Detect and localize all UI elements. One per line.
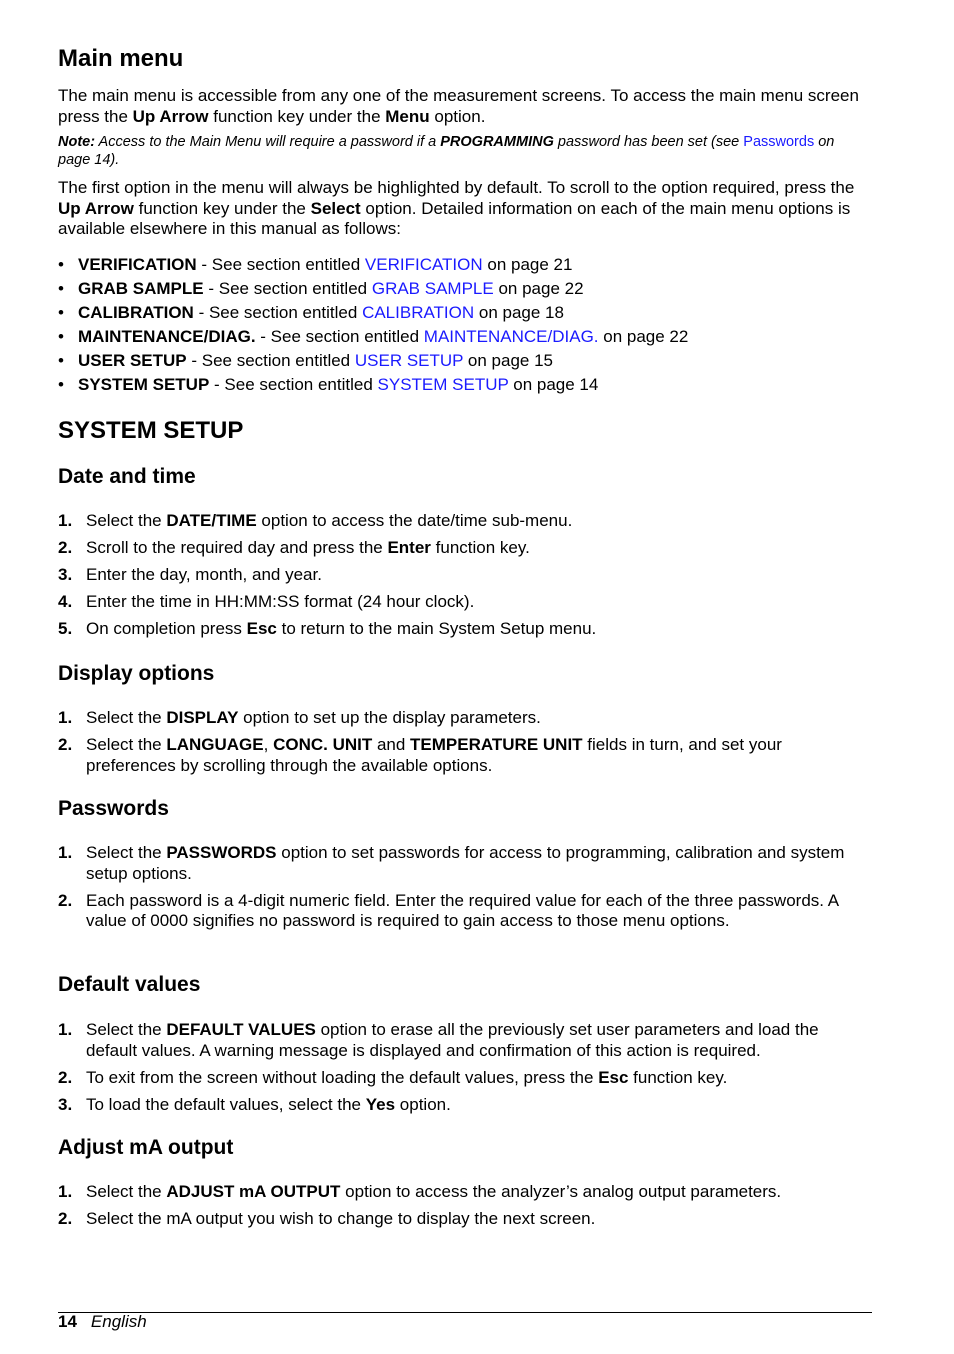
- footer-language: English: [90, 1312, 147, 1331]
- default-values-heading: Default values: [58, 973, 201, 996]
- list-item: 2. Select the LANGUAGE, CONC. UNIT and TEMPERATURE UNIT fields in turn, and set your preferences by scrolling through the available options.: [58, 735, 782, 775]
- main-menu-intro: The main menu is accessible from any one of the measurement screens. To access the main menu screen press the Up Arrow function key under the Menu option.: [58, 86, 859, 126]
- list-item: 3. To load the default values, select the Yes option.: [58, 1094, 451, 1114]
- grab-sample-link[interactable]: GRAB SAMPLE: [371, 279, 494, 298]
- passwords-link[interactable]: Passwords: [743, 134, 815, 150]
- system-setup-link[interactable]: SYSTEM SETUP: [377, 375, 509, 394]
- page-footer: [58, 1312, 147, 1332]
- list-item: 1. Select the DEFAULT VALUES option to erase all the previously set user parameters and load the default values. A warning message is displayed and confirmation of this action is required.: [58, 1020, 819, 1060]
- list-item: • MAINTENANCE/DIAG. - See section entitled MAINTENANCE/DIAG. on page 22: [58, 327, 689, 346]
- system-setup-heading: SYSTEM SETUP: [58, 417, 244, 444]
- date-time-heading: Date and time: [58, 465, 196, 488]
- passwords-steps: [58, 843, 858, 938]
- list-item: 2. Each password is a 4-digit numeric field. Enter the required value for each of the three passwords. A value of 0000 signifies no password is required to gain access to those menu options.: [58, 890, 839, 930]
- list-item: 1. Select the PASSWORDS option to set passwords for access to programming, calibration and system setup options.: [58, 843, 845, 883]
- display-options-steps: [58, 708, 858, 783]
- list-item: 3. Enter the day, month, and year.: [58, 565, 322, 584]
- list-item: 5. On completion press Esc to return to the main System Setup menu.: [58, 619, 597, 638]
- password-note: Note: Access to the Main Menu will require a password if a PROGRAMMING password has been set (see Passwords on page 14).: [58, 134, 835, 168]
- adjust-ma-output-heading: Adjust mA output: [58, 1136, 234, 1159]
- list-item: 4. Enter the time in HH:MM:SS format (24 hour clock).: [58, 592, 475, 611]
- list-item: 2. Select the mA output you wish to change to display the next screen.: [58, 1209, 596, 1228]
- passwords-heading: Passwords: [58, 797, 169, 820]
- list-item: • CALIBRATION - See section entitled CALIBRATION on page 18: [58, 303, 564, 322]
- list-item: • GRAB SAMPLE - See section entitled GRAB SAMPLE on page 22: [58, 279, 584, 298]
- list-item: 1. Select the ADJUST mA OUTPUT option to access the analyzer’s analog output parameters.: [58, 1182, 782, 1201]
- list-item: 1. Select the DATE/TIME option to access the date/time sub-menu.: [58, 511, 573, 530]
- default-values-steps: [58, 1020, 858, 1122]
- list-item: 2. Scroll to the required day and press the Enter function key.: [58, 538, 530, 557]
- calibration-link[interactable]: CALIBRATION: [362, 303, 475, 322]
- user-setup-link[interactable]: USER SETUP: [354, 351, 464, 370]
- list-item: • USER SETUP - See section entitled USER SETUP on page 15: [58, 351, 553, 370]
- verification-link[interactable]: VERIFICATION: [364, 255, 483, 274]
- adjust-ma-output-steps: [58, 1182, 858, 1236]
- list-item: 1. Select the DISPLAY option to set up the display parameters.: [58, 708, 541, 727]
- date-time-steps: [58, 511, 858, 646]
- main-menu-paragraph: The first option in the menu will always be highlighted by default. To scroll to the option required, press the Up Arrow function key under the Select option. Detailed information on each of the main menu options is available elsewhere in this manual as follows:: [58, 178, 855, 238]
- list-item: • SYSTEM SETUP - See section entitled SYSTEM SETUP on page 14: [58, 375, 599, 394]
- display-options-heading: Display options: [58, 662, 215, 685]
- main-menu-heading: Main menu: [58, 45, 184, 72]
- list-item: • VERIFICATION - See section entitled VERIFICATION on page 21: [58, 255, 573, 274]
- maintenance-diag-link[interactable]: MAINTENANCE/DIAG.: [423, 327, 599, 346]
- main-menu-options-list: [58, 255, 688, 399]
- list-item: 2. To exit from the screen without loading the default values, press the Esc function key.: [58, 1067, 728, 1087]
- page-number: 14: [58, 1312, 77, 1331]
- footer-divider: [58, 1312, 872, 1313]
